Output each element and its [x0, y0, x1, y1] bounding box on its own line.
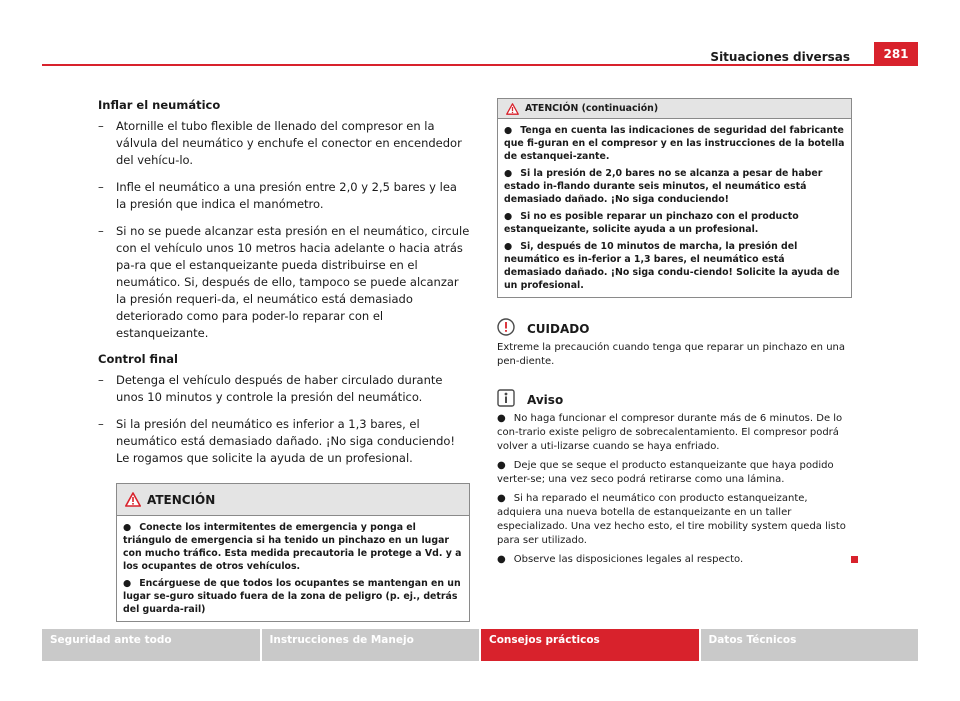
list-item: ● Si ha reparado el neumático con producto estanqueizante, adquiera una nueva botella de estanqueizante en un taller especializado. Una vez hecho esto, el tire mobility system queda listo para ser utilizado.: [497, 493, 846, 546]
end-of-section-mark: [851, 556, 858, 563]
caution-title: CUIDADO: [527, 322, 590, 336]
chapter-nav: [42, 629, 918, 661]
list-item: ● Deje que se seque el producto estanqueizante que haya podido verter-se; una vez seco podrá retirarse como una lámina.: [497, 460, 834, 485]
bullet-marker: ●: [504, 211, 513, 222]
list-item: – Si la presión del neumático es inferior a 1,3 bares, el neumático está demasiado dañado. ¡No siga conduciendo! Le rogamos que solicite la ayuda de un profesional.: [98, 417, 456, 465]
bullet-marker: ●: [504, 168, 513, 179]
list-item: – Si no se puede alcanzar esta presión en el neumático, circule con el vehículo unos 10 metros hacia adelante o hacia atrás pa-ra que el estanqueizante pueda distribuirse en el neumático. Si, después de ello, tampoco se puede alcanzar la presión requeri-da, el neumático está demasiado deteriorado como para poder-lo reparar con el estanqueizante.: [98, 224, 470, 340]
list-item: ● Si, después de 10 minutos de marcha, la presión del neumático es in-ferior a 1,3 bares, el neumático está demasiado dañado. ¡No siga condu-ciendo! Solicite la ayuda de un profesional.: [504, 241, 840, 291]
note-title: Aviso: [527, 393, 564, 407]
tab-instrucciones[interactable]: Instrucciones de Manejo: [262, 629, 480, 661]
attention-title: ATENCIÓN: [147, 492, 216, 507]
list-item: ● Observe las disposiciones legales al respecto.: [497, 554, 744, 565]
list-item: – Atornille el tubo flexible de llenado del compresor en la válvula del neumático y enchufe el conector en encendedor del vehícu-lo.: [98, 119, 462, 167]
list-item: – Detenga el vehículo después de haber circulado durante unos 10 minutos y controle la presión del neumático.: [98, 373, 443, 404]
bullet-marker: ●: [504, 125, 513, 136]
running-header-title: Situaciones diversas: [710, 50, 850, 64]
inflate-steps: [98, 118, 470, 342]
bullet-marker: ●: [497, 554, 506, 565]
dash-marker: –: [98, 119, 104, 133]
bullet-marker: ●: [497, 413, 506, 424]
bullet-marker: ●: [504, 241, 513, 252]
note-block: [497, 389, 852, 567]
list-item: ● Si no es posible reparar un pinchazo con el producto estanqueizante, solicite ayuda a un profesional.: [504, 211, 799, 235]
warning-triangle-icon: [506, 103, 519, 115]
dash-marker: –: [98, 180, 104, 194]
attention-continued-header: [498, 99, 851, 119]
caution-text: Extreme la precaución cuando tenga que reparar un pinchazo en una pen-diente.: [497, 342, 846, 367]
warning-triangle-icon: [125, 492, 141, 507]
dash-marker: –: [98, 373, 104, 387]
info-note-icon: [497, 389, 515, 407]
right-column: [497, 98, 852, 572]
dash-marker: –: [98, 417, 104, 431]
attention-box-header: [117, 484, 469, 516]
header-rule: [42, 64, 918, 66]
bullet-marker: ●: [123, 578, 132, 589]
list-item: ● Tenga en cuenta las indicaciones de seguridad del fabricante que fi-guran en el compresor y en las instrucciones de la botella de estanquei-zante.: [504, 125, 845, 162]
caution-block: [497, 318, 852, 369]
page-number: 281: [874, 42, 918, 66]
bullet-marker: ●: [497, 493, 506, 504]
tab-seguridad[interactable]: Seguridad ante todo: [42, 629, 260, 661]
attention-box: [116, 483, 470, 622]
bullet-marker: ●: [123, 522, 132, 533]
dash-marker: –: [98, 224, 104, 238]
final-check-steps: [98, 372, 470, 467]
caution-circle-icon: [497, 318, 515, 336]
list-item: ● Si la presión de 2,0 bares no se alcanza a pesar de haber estado in-flando durante seis minutos, el neumático está demasiado dañado. ¡No siga conduciendo!: [504, 168, 823, 205]
attention-continued-title: ATENCIÓN (continuación): [525, 103, 659, 114]
attention-continued-box: [497, 98, 852, 298]
list-item: ● Conecte los intermitentes de emergencia y ponga el triángulo de emergencia si ha tenido un pinchazo en un lugar con mucho tráfico. Esta medida precautoria le protege a Vd. y a los ocupantes de otros vehículos.: [123, 522, 462, 572]
section-heading-inflate: Inflar el neumático: [98, 98, 221, 112]
section-heading-final-check: Control final: [98, 352, 178, 366]
tab-datos-tecnicos[interactable]: Datos Técnicos: [701, 629, 919, 661]
attention-continued-body: [498, 119, 851, 297]
caution-header: [497, 318, 852, 336]
left-column: [98, 98, 470, 622]
bullet-marker: ●: [497, 460, 506, 471]
list-item: ● Encárguese de que todos los ocupantes se mantengan en un lugar se-guro situado fuera de la zona de peligro (p. ej., detrás del guarda-rail): [123, 578, 461, 615]
list-item: – Infle el neumático a una presión entre 2,0 y 2,5 bares y lea la presión que indica el manómetro.: [98, 180, 457, 211]
list-item: ● No haga funcionar el compresor durante más de 6 minutos. De lo con-trario existe peligro de sobrecalentamiento. El compresor podrá volver a uti-lizarse cuando se haya enfriado.: [497, 413, 843, 452]
note-header: [497, 389, 852, 407]
attention-box-body: [117, 516, 469, 621]
tab-consejos[interactable]: Consejos prácticos: [481, 629, 699, 661]
